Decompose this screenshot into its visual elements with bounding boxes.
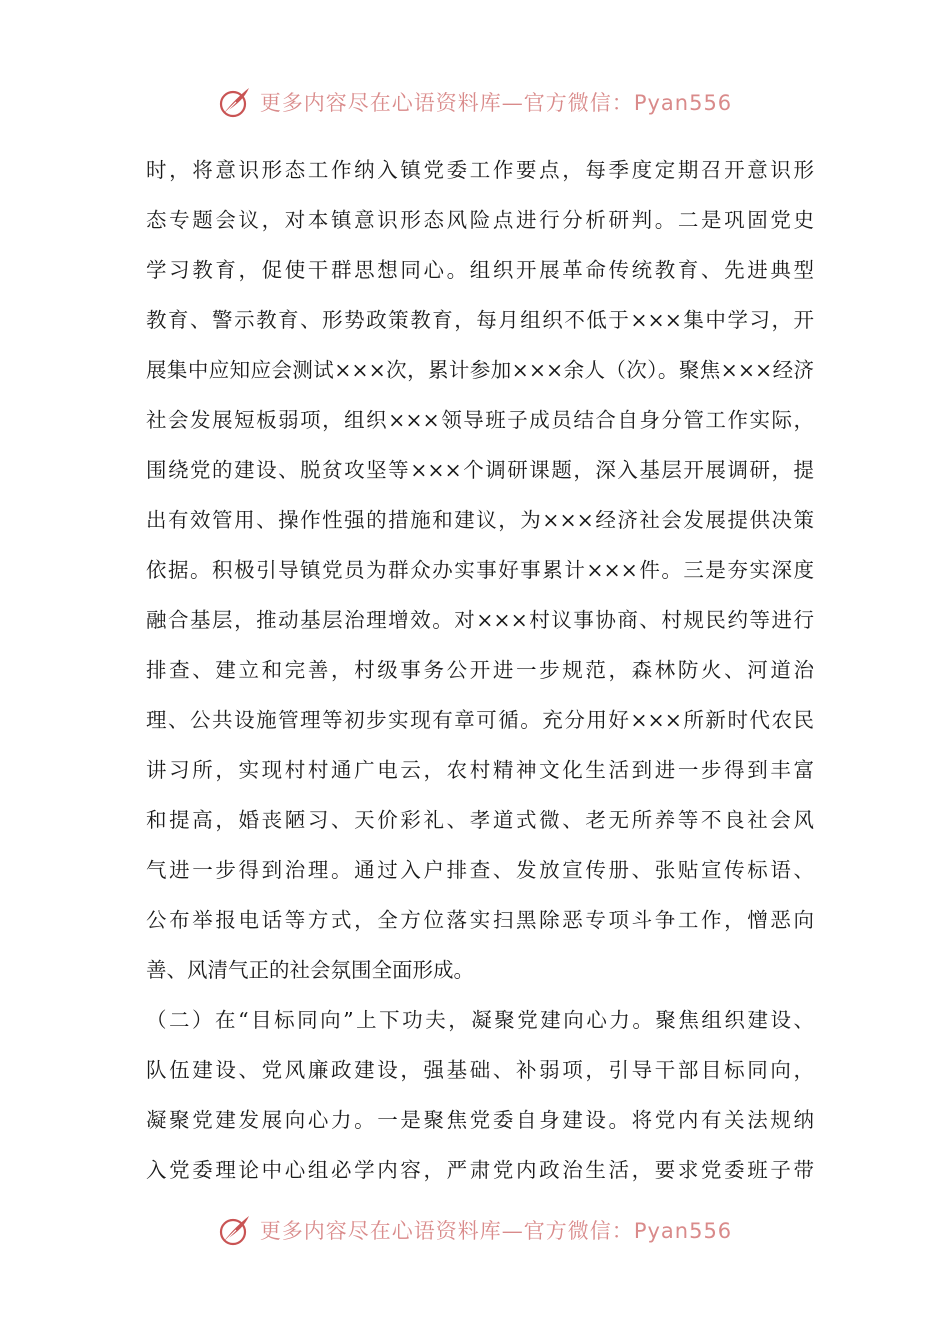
watermark-wechat-id: Pyan556 [633,1219,733,1243]
body-line: 公布举报电话等方式，全方位落实扫黑除恶专项斗争工作，憎恶向 [146,908,814,932]
watermark-slogan: 更多内容尽在心语资料库—官方微信： [259,1219,634,1243]
body-line: 凝聚党建发展向心力。一是聚焦党委自身建设。将党内有关法规纳 [146,1108,814,1132]
body-line: 展集中应知应会测试×××次，累计参加×××余人（次）。聚焦×××经济 [146,358,814,382]
quill-logo-icon [218,1213,252,1247]
body-line: 依据。积极引导镇党员为群众办实事好事累计×××件。三是夯实深度 [146,558,814,582]
body-line: 时，将意识形态工作纳入镇党委工作要点，每季度定期召开意识形 [146,158,814,182]
body-line: 气进一步得到治理。通过入户排查、发放宣传册、张贴宣传标语、 [146,858,814,882]
section-heading-line: （二）在“目标同向”上下功夫，凝聚党建向心力。聚焦组织建设、 [146,1008,814,1032]
watermark-slogan: 更多内容尽在心语资料库—官方微信： [259,91,634,115]
quill-logo-icon [218,85,252,119]
body-line: 围绕党的建设、脱贫攻坚等×××个调研课题，深入基层开展调研，提 [146,458,814,482]
body-line: 融合基层，推动基层治理增效。对×××村议事协商、村规民约等进行 [146,608,814,632]
document-body [146,145,814,1195]
body-line: 理、公共设施管理等初步实现有章可循。充分用好×××所新时代农民 [146,708,814,732]
body-line: 入党委理论中心组必学内容，严肃党内政治生活，要求党委班子带 [146,1158,814,1182]
body-line: 学习教育，促使干群思想同心。组织开展革命传统教育、先进典型 [146,258,814,282]
body-line: 队伍建设、党风廉政建设，强基础、补弱项，引导干部目标同向， [146,1058,814,1082]
body-line: 讲习所，实现村村通广电云，农村精神文化生活到进一步得到丰富 [146,758,814,782]
body-line: 教育、警示教育、形势政策教育，每月组织不低于×××集中学习，开 [146,308,814,332]
watermark-text [260,1215,732,1245]
body-line: 善、风清气正的社会氛围全面形成。 [146,958,474,982]
watermark-text [260,87,732,117]
footer-watermark-banner [0,1208,950,1252]
body-line: 出有效管用、操作性强的措施和建议，为×××经济社会发展提供决策 [146,508,814,532]
body-line: 社会发展短板弱项，组织×××领导班子成员结合自身分管工作实际， [146,408,814,432]
body-line: 态专题会议，对本镇意识形态风险点进行分析研判。二是巩固党史 [146,208,814,232]
header-watermark-banner [0,80,950,124]
body-line: 排查、建立和完善，村级事务公开进一步规范，森林防火、河道治 [146,658,814,682]
body-line: 和提高，婚丧陋习、天价彩礼、孝道式微、老无所养等不良社会风 [146,808,814,832]
watermark-wechat-id: Pyan556 [633,91,733,115]
